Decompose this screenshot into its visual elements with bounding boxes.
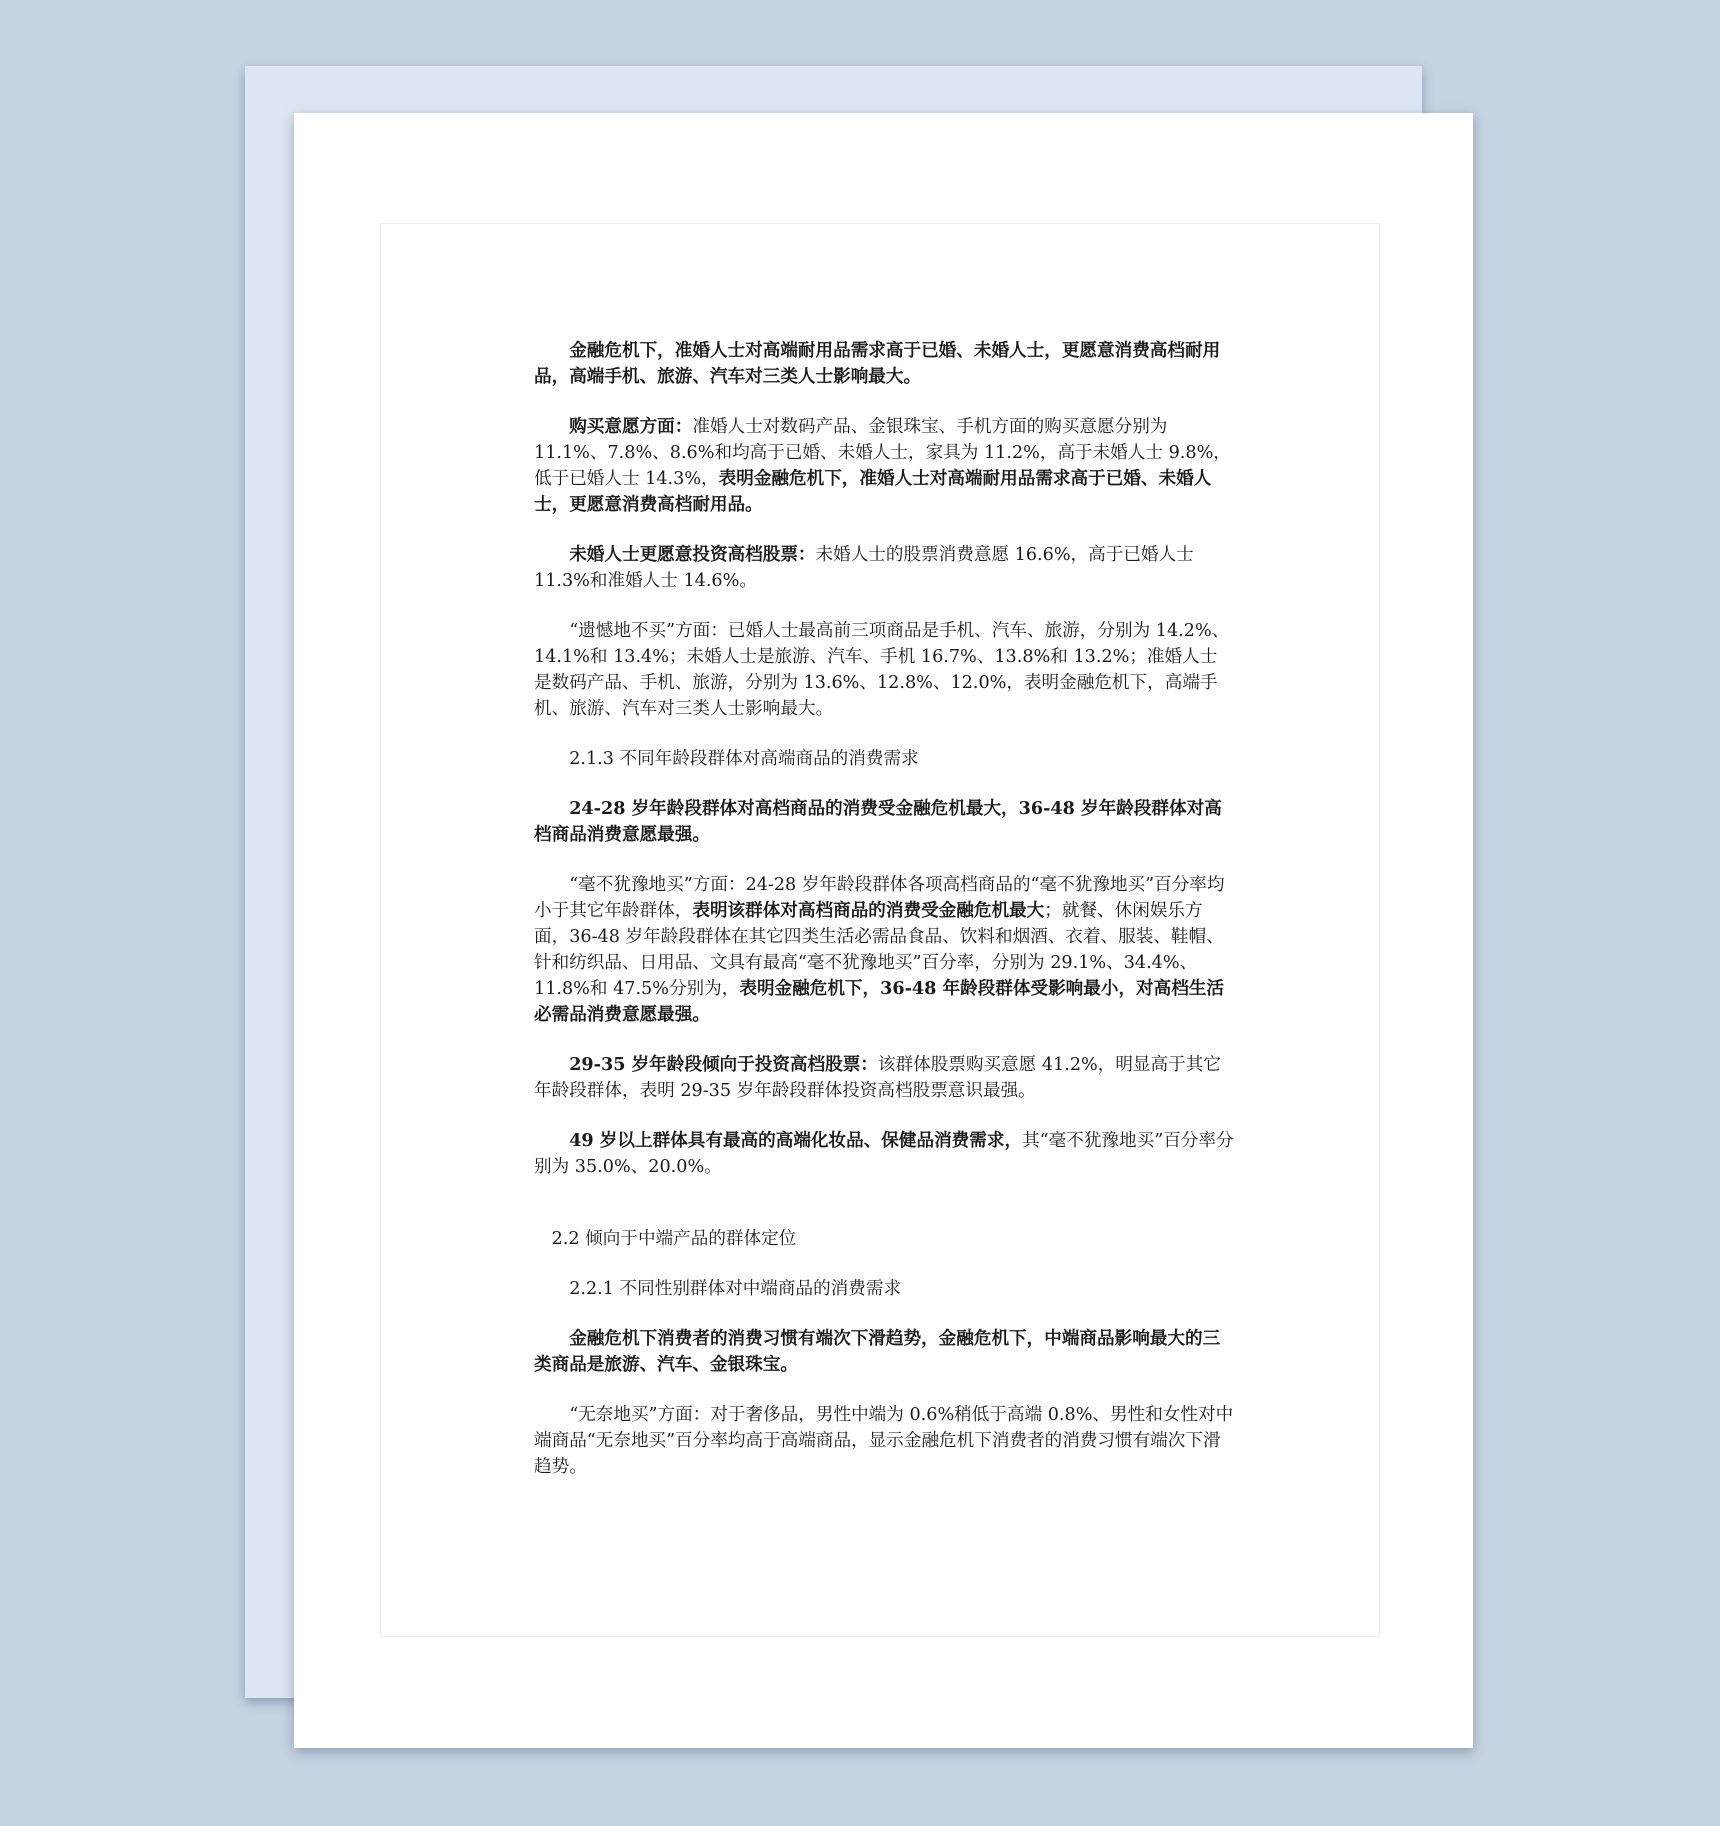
paragraph-text: 其“毫不犹豫地买”百分率分别为 35.0%、20.0%。 (534, 1131, 1234, 1177)
document-page (294, 113, 1473, 1748)
paragraph-bold-tail: 表明金融危机下，准婚人士对高端耐用品需求高于已婚、未婚人士，更愿意消费高档耐用品。 (534, 468, 1212, 515)
paragraph-bold-mid: 表明该群体对高档商品的消费受金融危机最大 (692, 900, 1045, 921)
paragraph-3 (534, 542, 1234, 594)
section-heading-2-2: 2.2 倾向于中端产品的群体定位 (551, 1229, 797, 1249)
paragraph-4 (534, 618, 1234, 722)
paragraph-text: 未婚人士的股票消费意愿 16.6%，高于已婚人士 11.3%和准婚人士 14.6%。 (534, 545, 1194, 591)
paragraph-text-2: ；就餐、休闲娱乐方面，36-48 岁年龄段群体在其它四类生活必需品食品、饮料和烟酒、衣着、服装、鞋帽、针和纺织品、日用品、文具有最高“毫不犹豫地买”百分率，分别为 29.1%、34.4%、11.8%和 47.5%分别为， (534, 901, 1224, 999)
paragraph-text: 准婚人士对数码产品、金银珠宝、手机方面的购买意愿分别为 11.1%、7.8%、8.6%和均高于已婚、未婚人士，家具为 11.2%，高于未婚人士 9.8%，低于已婚人士 14.3%， (534, 417, 1231, 489)
paragraph-1 (534, 338, 1234, 390)
paragraph-8 (534, 1128, 1234, 1180)
paragraph-bold-lead: 未婚人士更愿意投资高档股票： (569, 544, 816, 565)
section-heading-2-1-3: 2.1.3 不同年龄段群体对高端商品的消费需求 (569, 749, 919, 769)
page-body (534, 338, 1234, 1504)
paragraph-5 (534, 796, 1234, 848)
paragraph-text: “无奈地买”方面：对于奢侈品，男性中端为 0.6%稍低于高端 0.8%、男性和女性对中端商品“无奈地买”百分率均高于高端商品，显示金融危机下消费者的消费习惯有端次下滑趋势。 (534, 1405, 1234, 1477)
section-heading-2-2-1: 2.2.1 不同性别群体对中端商品的消费需求 (569, 1279, 902, 1299)
paragraph-text: “毫不犹豫地买”方面：24-28 岁年龄段群体各项高档商品的“毫不犹豫地买”百分率均小于其它年龄群体， (534, 875, 1225, 921)
paragraph-bold-lead: 49 岁以上群体具有最高的高端化妆品、保健品消费需求， (569, 1130, 1023, 1151)
paragraph-7 (534, 1052, 1234, 1104)
paragraph-text: 该群体股票购买意愿 41.2%，明显高于其它年龄段群体，表明 29-35 岁年龄段群体投资高档股票意识最强。 (534, 1055, 1221, 1101)
paragraph-bold-text: 金融危机下，准婚人士对高端耐用品需求高于已婚、未婚人士，更愿意消费高档耐用品，高端手机、旅游、汽车对三类人士影响最大。 (534, 340, 1221, 387)
paragraph-10 (534, 1402, 1234, 1480)
paragraph-text: “遗憾地不买”方面：已婚人士最高前三项商品是手机、汽车、旅游，分别为 14.2%、14.1%和 13.4%；未婚人士是旅游、汽车、手机 16.7%、13.8%和 13.2%；准婚人士是数码产品、手机、旅游，分别为 13.6%、12.8%、12.0%，表明金融危机下，高端手机、旅游、汽车对三类人士影响最大。 (534, 621, 1230, 719)
paragraph-bold-tail: 表明金融危机下，36-48 年龄段群体受影响最小，对高档生活必需品消费意愿最强。 (534, 978, 1225, 1025)
paragraph-bold-text: 24-28 岁年龄段群体对高档商品的消费受金融危机最大，36-48 岁年龄段群体对高档商品消费意愿最强。 (534, 798, 1222, 845)
paragraph-bold-text: 金融危机下消费者的消费习惯有端次下滑趋势，金融危机下，中端商品影响最大的三类商品是旅游、汽车、金银珠宝。 (534, 1328, 1221, 1375)
paragraph-bold-lead: 29-35 岁年龄段倾向于投资高档股票： (569, 1054, 878, 1075)
paragraph-bold-lead: 购买意愿方面： (569, 416, 693, 437)
paragraph-9 (534, 1326, 1234, 1378)
paragraph-2 (534, 414, 1234, 518)
paragraph-6 (534, 872, 1234, 1028)
